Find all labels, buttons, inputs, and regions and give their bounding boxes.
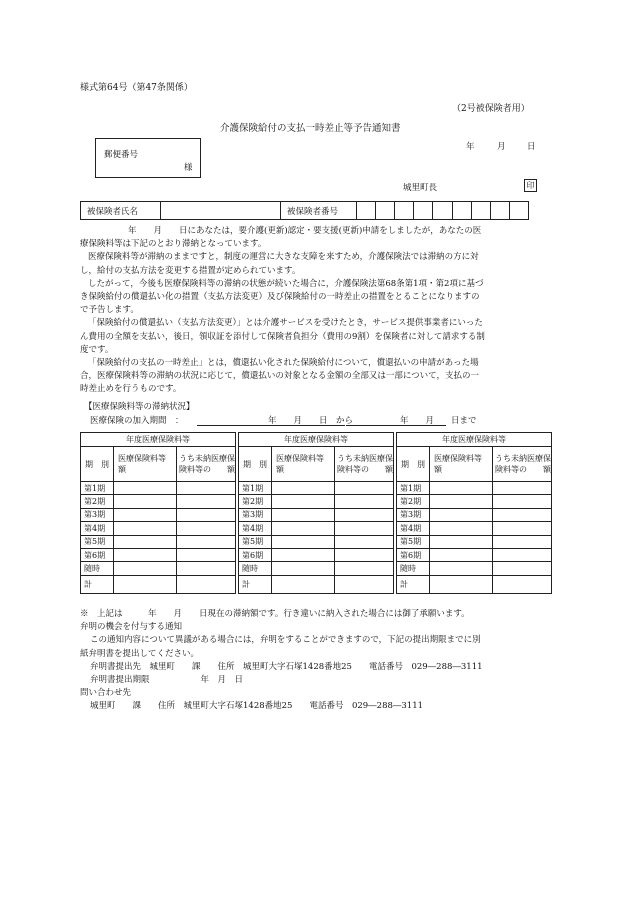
- para-3c: で予告します。: [80, 305, 139, 316]
- address-box: [95, 138, 201, 178]
- period-cell: 第3期: [397, 508, 430, 521]
- opportunity-b: 紙弁明書を提出してください。: [80, 648, 200, 659]
- digit-box: [414, 202, 433, 220]
- date-year: 年: [466, 142, 475, 152]
- period-underline: [346, 425, 446, 426]
- period-cell: 第4期: [239, 522, 272, 535]
- period-cell: 第5期: [81, 535, 114, 548]
- period-cell: 第1期: [397, 482, 430, 495]
- opportunity-a: この通知内容について異議がある場合には，弁明をすることができますので，下記の提出期限までに別: [90, 635, 481, 646]
- table-year-header: 年度医療保険料等: [397, 433, 552, 447]
- digit-box: [509, 202, 528, 220]
- digit-box: [395, 202, 414, 220]
- insured-info-row: [80, 201, 529, 220]
- period-cell: 随時: [397, 562, 430, 575]
- col-amount: 医療保険料等 額: [430, 447, 493, 482]
- seal-mark: 印: [524, 179, 537, 192]
- col-unpaid: うち未納医療保険料等の 額: [493, 447, 552, 482]
- period-cell: 第5期: [397, 535, 430, 548]
- period-cell: 第1期: [239, 482, 272, 495]
- form-id: 様式第64号（第47条関係）: [80, 83, 193, 93]
- body-text: [80, 225, 550, 397]
- para-2a: 医療保険料等が滞納のままですと，制度の運営に大きな支障を来すため，介護保険法では滞納の方に対: [88, 252, 479, 263]
- para-4c: 度です。: [80, 344, 114, 355]
- arrears-table-3: [396, 432, 552, 594]
- postal-label: 郵便番号: [104, 150, 139, 160]
- insured-type: （2号被保険者用）: [452, 104, 530, 114]
- insured-name-label: 被保険者氏名: [81, 202, 161, 220]
- col-period: 期 別: [397, 447, 430, 482]
- period-cell: 第6期: [239, 548, 272, 561]
- period-cell: 第6期: [397, 548, 430, 561]
- footer-text: [80, 608, 550, 714]
- issuer-name: 城里町長: [403, 183, 438, 193]
- para-5a: 「保険給付の支払の一時差止」とは，償還払い化された保険給付について，償還払いの申請があった場: [88, 358, 479, 369]
- para-4a: 「保険給付の償還払い（支払方法変更）」とは介護サービスを受けたとき，サービス提供事業者にいった: [88, 318, 483, 329]
- insured-number-label: 被保険者番号: [281, 202, 357, 220]
- period-cell: 第4期: [81, 522, 114, 535]
- digit-box: [357, 202, 376, 220]
- period-from: 年 月 日 から: [268, 416, 354, 426]
- arrears-note: ※ 上記は 年 月 日現在の滞納額です。行き違いに納入された場合には御了承願います。: [80, 609, 470, 619]
- para-1a: 年 月 日にあなたは，要介護(更新)認定・要支援(更新)申請をしましたが，あなたの医: [128, 226, 482, 236]
- col-amount: 医療保険料等 額: [114, 447, 177, 482]
- period-label: 医療保険の加入期間 ：: [90, 416, 184, 426]
- status-heading: 【医療保険料等の滞納状況】: [84, 402, 195, 412]
- submission-deadline: 弁明書提出期限 年 月 日: [90, 675, 244, 686]
- period-to: 年 月 日まで: [400, 416, 477, 426]
- col-period: 期 別: [239, 447, 272, 482]
- period-cell: 第4期: [397, 522, 430, 535]
- period-cell: 随時: [81, 562, 114, 575]
- total-cell: 計: [397, 575, 430, 593]
- arrears-table-2: [238, 432, 394, 594]
- inquiry-contact: 城里町 課 住所 城里町大字石塚1428番地25 電話番号 029―288―3111: [90, 701, 424, 712]
- digit-box: [452, 202, 471, 220]
- insured-name-field: [161, 202, 281, 220]
- submission-destination: 弁明書提出先 城里町 課 住所 城里町大字石塚1428番地25 電話番号 029―288―3111: [90, 661, 483, 672]
- col-unpaid: うち未納医療保険料等の 額: [335, 447, 394, 482]
- period-cell: 第3期: [239, 508, 272, 521]
- col-amount: 医療保険料等 額: [272, 447, 335, 482]
- para-4b: ん費用の全額を支払い，後日，領収証を添付して保険者負担分（費用の9割）を保険者に対して請求する制: [80, 331, 485, 342]
- para-5b: 合，医療保険料等の滞納の状況に応じて，償還払いの対象となる金額の全部又は一部について，支払の一: [80, 371, 479, 382]
- page-title: 介護保険給付の支払一時差止等予告通知書: [220, 123, 401, 134]
- period-cell: 第6期: [81, 548, 114, 561]
- digit-box: [471, 202, 490, 220]
- period-cell: 第3期: [81, 508, 114, 521]
- para-3a: したがって，今後も医療保険料等の滞納の状態が続いた場合に，介護保険法第68条第1項・第2項に基づ: [88, 278, 484, 289]
- period-cell: 第2期: [81, 495, 114, 508]
- para-1b: 療保険料等は下記のとおり滞納となっています。: [80, 239, 267, 250]
- para-5c: 時差止めを行うものです。: [80, 384, 182, 395]
- table-year-header: 年度医療保険料等: [239, 433, 394, 447]
- period-underline: [197, 425, 345, 426]
- period-cell: 随時: [239, 562, 272, 575]
- para-2b: し，給付の支払方法を変更する措置が定められています。: [80, 265, 301, 276]
- para-3b: き保険給付の償還払い化の措置（支払方法変更）及び保険給付の一時差止の措置をとることになりますの: [80, 292, 480, 303]
- period-cell: 第2期: [397, 495, 430, 508]
- period-cell: 第5期: [239, 535, 272, 548]
- sama-label: 様: [184, 163, 193, 173]
- total-cell: 計: [239, 575, 272, 593]
- digit-box: [490, 202, 509, 220]
- digit-box: [376, 202, 395, 220]
- arrears-table-1: [80, 432, 236, 594]
- digit-box: [433, 202, 452, 220]
- date-day: 日: [527, 142, 536, 152]
- table-year-header: 年度医療保険料等: [81, 433, 236, 447]
- col-unpaid: うち未納医療保険料等の 額: [177, 447, 236, 482]
- period-cell: 第1期: [81, 482, 114, 495]
- total-cell: 計: [81, 575, 114, 593]
- opportunity-title: 弁明の機会を付与する通知: [80, 622, 183, 633]
- inquiry-title: 問い合わせ先: [80, 688, 132, 699]
- date-month: 月: [497, 142, 506, 152]
- period-cell: 第2期: [239, 495, 272, 508]
- col-period: 期 別: [81, 447, 114, 482]
